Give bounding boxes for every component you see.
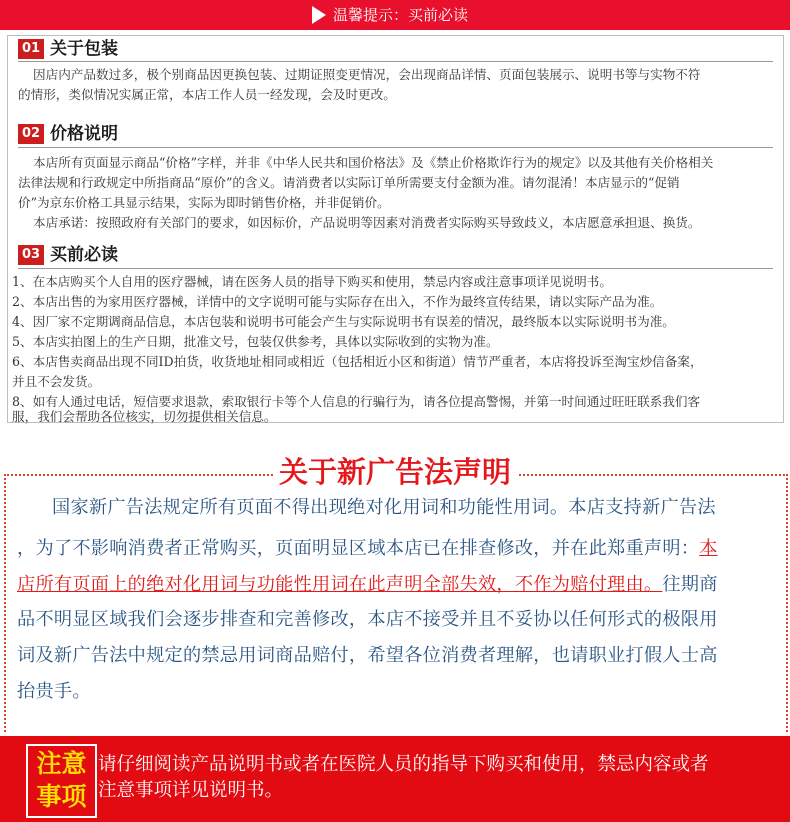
list-item: 8、如有人通过电话，短信要求退款，索取银行卡等个人信息的行骗行为，请各位提高警惕，并第一时间通过旺旺联系我们客 (12, 394, 701, 409)
list-item: 2、本店出售的为家用医疗器械，详情中的文字说明可能与实际存在出入，不作为最终宣传结果，请以实际产品为准。 (12, 294, 663, 309)
section-number: 02 (18, 124, 44, 144)
list-item: 4、因厂家不定期调商品信息，本店包装和说明书可能会产生与实际说明书有误差的情况，最终版本以实际说明书为准。 (12, 314, 675, 329)
paragraph-line: 法律法规和行政规定中所指商品“原价”的含义。请消费者以实际订单所需要支付金额为准。请勿混淆！本店显示的“促销 (18, 175, 680, 190)
caution-tag-bottom: 事项 (36, 782, 87, 811)
declaration-line: 词及新广告法中规定的禁忌用词商品赔付，希望各位消费者理解，也请职业打假人士高 (17, 645, 718, 666)
paragraph-line: 本店所有页面显示商品“价格”字样，并非《中华人民共和国价格法》及《禁止价格欺诈行为的规定》以及其他有关价格相关 (33, 155, 714, 170)
section-title: 关于包装 (50, 39, 118, 59)
section-divider (18, 61, 773, 62)
declaration-highlight: 本 (699, 538, 718, 559)
declaration-line (17, 572, 777, 598)
caution-tag (26, 744, 97, 818)
arrow-right-icon (312, 6, 326, 24)
caution-tag-top: 注意 (36, 749, 87, 778)
list-item: 并且不会发货。 (12, 374, 101, 389)
notice-box (7, 35, 784, 423)
caution-bar (0, 736, 790, 822)
caution-text-line: 请仔细阅读产品说明书或者在医院人员的指导下购买和使用，禁忌内容或者 (98, 754, 709, 775)
paragraph-line: 本店承诺：按照政府有关部门的要求，如因标价，产品说明等因素对消费者实际购买导致歧义，本店愿意承担退、换货。 (33, 215, 701, 230)
section-title: 买前必读 (50, 245, 118, 265)
caution-text-line: 注意事项详见说明书。 (98, 780, 284, 801)
declaration-line (17, 536, 777, 562)
paragraph-line: 的情形，类似情况实属正常，本店工作人员一经发现，会及时更改。 (18, 87, 396, 102)
banner-title: 温馨提示：买前必读 (333, 6, 469, 24)
section-divider (18, 147, 773, 148)
list-item: 6、本店售卖商品出现不同ID拍货，收货地址相同或相近（包括相近小区和街道）情节严重者，本店将投诉至淘宝炒信备案， (12, 354, 703, 369)
section-number: 03 (18, 245, 44, 265)
list-item: 5、本店实拍图上的生产日期，批准文号，包装仅供参考，具体以实际收到的实物为准。 (12, 334, 499, 349)
section-number: 01 (18, 39, 44, 59)
list-item: 服，我们会帮助各位核实，切勿提供相关信息。 (12, 409, 277, 424)
paragraph-line: 因店内产品数过多，极个别商品因更换包装、过期证照变更情况，会出现商品详情、页面包装展示、说明书等与实物不符 (33, 67, 701, 82)
paragraph-line: 价”为京东价格工具显示结果，实际为即时销售价格，并非促销价。 (18, 195, 390, 210)
declaration-line: 抬贵手。 (17, 681, 91, 702)
declaration-title (0, 452, 790, 492)
declaration-highlight: 店所有页面上的绝对化用词与功能性用词在此声明全部失效，不作为赔付理由。 (17, 574, 663, 595)
declaration-text: ，为了不影响消费者正常购买，页面明显区域本店已在排查修改，并在此郑重声明： (17, 538, 700, 559)
top-banner (0, 0, 790, 30)
declaration-text: 往期商 (662, 574, 718, 595)
declaration-line: 品不明显区域我们会逐步排查和完善修改，本店不接受并且不妥协以任何形式的极限用 (17, 609, 718, 630)
section-title: 价格说明 (50, 124, 118, 144)
declaration-line: 国家新广告法规定所有页面不得出现绝对化用词和功能性用词。本店支持新广告法 (52, 497, 716, 518)
declaration-title-text: 关于新广告法声明 (273, 452, 517, 492)
list-item: 1、在本店购买个人自用的医疗器械，请在医务人员的指导下购买和使用，禁忌内容或注意事项详见说明书。 (12, 274, 612, 289)
section-divider (18, 268, 773, 269)
